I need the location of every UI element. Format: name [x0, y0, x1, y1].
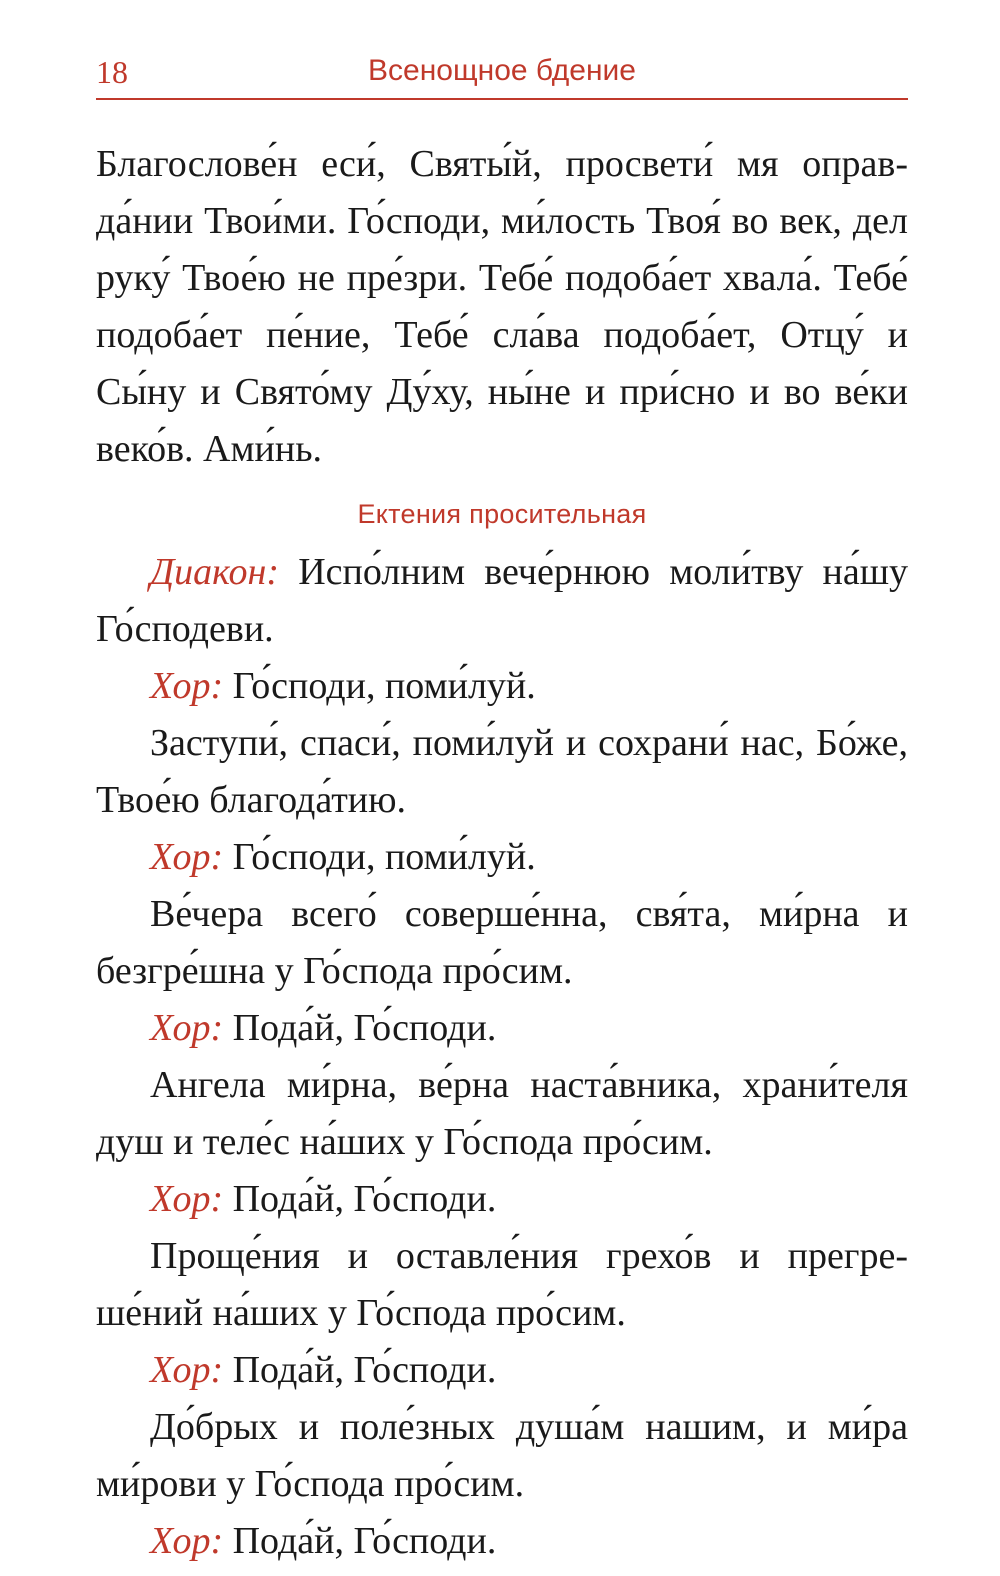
litany-line: [96, 544, 908, 658]
litany-line: [96, 715, 908, 829]
book-page: [96, 48, 908, 1570]
page-number: 18: [96, 54, 128, 90]
line-text: Пода́й, Го́споди.: [232, 1349, 497, 1391]
line-text: Пода́й, Го́споди.: [232, 1520, 497, 1562]
speaker-label: Хор:: [150, 1349, 224, 1391]
litany-line: [96, 886, 908, 1000]
litany-line: [96, 829, 908, 886]
speaker-label: Диакон:: [150, 551, 280, 593]
line-text: До́брых и поле́зных душа́м нашим, и ми́ра ми́рови у Го́спода про́сим.: [96, 1406, 908, 1505]
speaker-label: Хор:: [150, 836, 224, 878]
line-text: Ве́чера всего́ соверше́нна, свя́та, ми́рна и безгре́шна у Го́спода про́сим.: [96, 893, 908, 992]
speaker-label: Хор:: [150, 1178, 224, 1220]
litany-line: [96, 1171, 908, 1228]
section-heading: Ектения просительная: [357, 499, 647, 529]
line-text: Испо́лним вече́рнюю моли́тву на́шу Го́сподеви.: [96, 551, 908, 650]
line-text: Проще́ния и оставле́ния грехо́в и прегреше́ний на́ших у Го́спода про́сим.: [96, 1235, 908, 1334]
litany-line: [96, 1228, 908, 1342]
litany-line: [96, 658, 908, 715]
line-text: Го́споди, поми́луй.: [232, 665, 536, 707]
litany-line: [96, 1057, 908, 1171]
line-text: Ангела ми́рна, ве́рна наста́вника, храни́теля душ и теле́с на́ших у Го́спода про́сим.: [96, 1064, 908, 1163]
page-content: [96, 136, 908, 1570]
opening-paragraph: Благослове́н еси́, Святы́й, просвети́ мя оправда́нии Твои́ми. Го́споди, ми́лость Твоя́ во век, дел руку́ Твое́ю не пре́зри. Тебе́ подоба́ет хвала́. Тебе́ подоба́ет пе́ние, Тебе́ сла́ва подоба́ет, Отцу́ и Сы́ну и Свято́му Ду́ху, ны́не и при́сно и во ве́ки веко́в. Ами́нь.: [96, 143, 908, 470]
litany-line: [96, 1342, 908, 1399]
line-text: Го́споди, поми́луй.: [232, 836, 536, 878]
line-text: Пода́й, Го́споди.: [232, 1178, 497, 1220]
speaker-label: Хор:: [150, 1520, 224, 1562]
line-text: Пода́й, Го́споди.: [232, 1007, 497, 1049]
litany-line: [96, 1000, 908, 1057]
running-header: [96, 48, 908, 100]
litany-line: [96, 1399, 908, 1513]
running-title: Всенощное бдение: [368, 54, 636, 87]
speaker-label: Хор:: [150, 1007, 224, 1049]
speaker-label: Хор:: [150, 665, 224, 707]
line-text: Заступи́, спаси́, поми́луй и сохрани́ нас, Бо́же, Твое́ю благода́тию.: [96, 722, 908, 821]
litany-line: [96, 1513, 908, 1570]
